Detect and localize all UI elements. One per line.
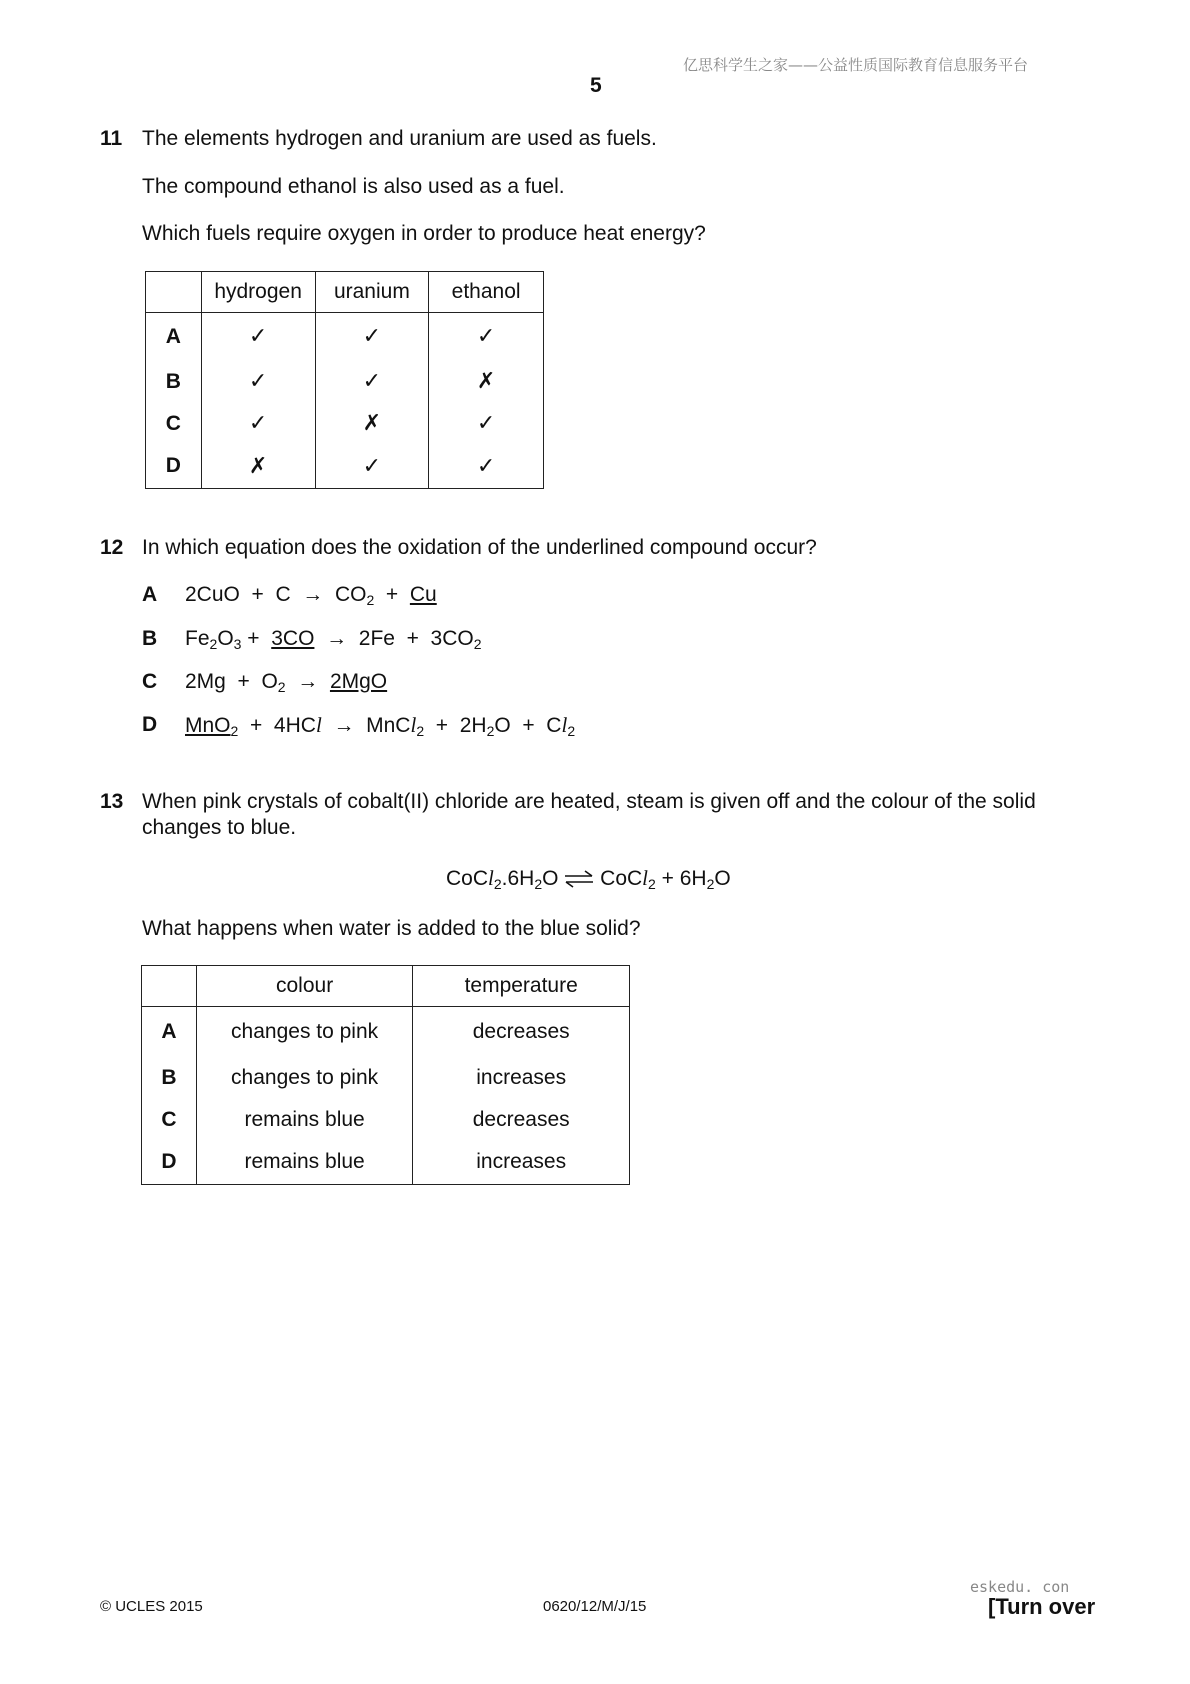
q13-colour-cell: remains blue	[196, 1099, 413, 1141]
q13-temperature-cell: increases	[413, 1057, 630, 1099]
footer-watermark: eskedu. con	[970, 1578, 1070, 1596]
q11-mark: ✓	[429, 403, 544, 445]
q13-temperature-cell: decreases	[413, 1007, 630, 1057]
q13-colour-cell: changes to pink	[196, 1057, 413, 1099]
q12-equation-a: $2CuO + C \to CO_2 + Cu$	[185, 583, 437, 608]
q11-header-uranium: uranium	[315, 272, 429, 313]
q12-question: In which equation does the oxidation of the underlined compound occur?	[142, 536, 817, 559]
q11-line2: The compound ethanol is also used as a fuel.	[142, 175, 565, 198]
q11-mark: ✓	[429, 445, 544, 489]
page-number: 5	[590, 74, 602, 97]
q13-header-temperature: temperature	[413, 966, 630, 1007]
q11-mark: ✗	[201, 445, 315, 489]
q13-colour-cell: changes to pink	[196, 1007, 413, 1057]
q12-equation-c: $2Mg + O_2 \to 2MgO$	[185, 670, 388, 695]
q13-equilibrium-equation: $CoCl_2.6H_2O$ CoCl$_2$ + $6H_2O$	[446, 866, 731, 892]
q12-equation-b: $Fe_2O_3 + 3CO \to 2Fe + 3CO_2$	[185, 627, 482, 652]
q13-line1: When pink crystals of cobalt(II) chloride are heated, steam is given off and the colour of the solid	[142, 790, 1036, 813]
q11-header-hydrogen: hydrogen	[201, 272, 315, 313]
q11-mark: ✓	[315, 313, 429, 361]
question-number-13: 13	[100, 790, 124, 813]
q13-answer-table	[141, 965, 630, 1185]
q12-option-letter-a: A	[142, 583, 158, 606]
q11-header-blank	[146, 272, 202, 313]
question-number-12: 12	[100, 536, 124, 559]
equilibrium-arrow-icon	[564, 870, 594, 888]
q13-line2: changes to blue.	[142, 816, 297, 839]
footer-paper-code: 0620/12/M/J/15	[543, 1598, 647, 1615]
q11-row-letter: C	[146, 403, 202, 445]
q11-answer-table	[145, 271, 544, 489]
q11-row-letter: D	[146, 445, 202, 489]
q11-mark: ✗	[429, 361, 544, 403]
q12-option-letter-b: B	[142, 627, 158, 650]
q11-mark: ✓	[201, 361, 315, 403]
q13-temperature-cell: decreases	[413, 1099, 630, 1141]
q13-row-letter: A	[142, 1007, 197, 1057]
q13-row-letter: D	[142, 1141, 197, 1185]
q11-mark: ✗	[315, 403, 429, 445]
q12-equation-d: MnO$_2$ + 4HCl → MnCl$_2$ + $2H_2O + Cl_2$	[185, 713, 576, 739]
q12-option-letter-c: C	[142, 670, 158, 693]
q13-temperature-cell: increases	[413, 1141, 630, 1185]
q13-row-letter: B	[142, 1057, 197, 1099]
q13-row-letter: C	[142, 1099, 197, 1141]
q13-header-colour: colour	[196, 966, 413, 1007]
q11-mark: ✓	[315, 445, 429, 489]
q11-mark: ✓	[429, 313, 544, 361]
question-number-11: 11	[100, 127, 123, 150]
q11-mark: ✓	[201, 403, 315, 445]
footer-copyright: © UCLES 2015	[100, 1598, 203, 1615]
q11-question: Which fuels require oxygen in order to produce heat energy?	[142, 222, 706, 245]
q13-header-blank	[142, 966, 197, 1007]
header-watermark: 亿思科学生之家——公益性质国际教育信息服务平台	[683, 56, 1029, 74]
q11-mark: ✓	[315, 361, 429, 403]
q11-header-ethanol: ethanol	[429, 272, 544, 313]
q11-row-letter: A	[146, 313, 202, 361]
turn-over-label: [Turn over	[988, 1594, 1096, 1619]
q13-colour-cell: remains blue	[196, 1141, 413, 1185]
q13-question: What happens when water is added to the blue solid?	[142, 917, 641, 940]
q11-mark: ✓	[201, 313, 315, 361]
q11-line1: The elements hydrogen and uranium are used as fuels.	[142, 127, 657, 150]
q11-row-letter: B	[146, 361, 202, 403]
q12-option-letter-d: D	[142, 713, 158, 736]
